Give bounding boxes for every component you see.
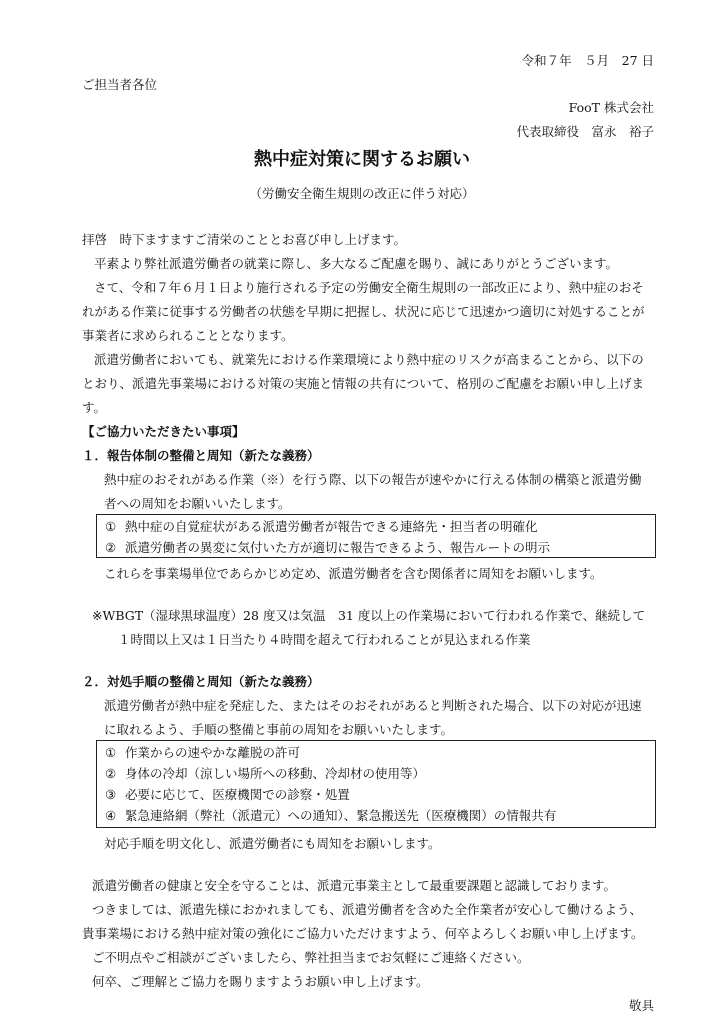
date: 令和７年 ５月 27 日 <box>521 53 654 68</box>
paragraph-line: さて、令和７年６月１日より施行される予定の労働安全衛生規則の一部改正により、熱中症のおそ <box>94 280 644 295</box>
item-text: 熱中症の自覚症状がある派遣労働者が報告できる連絡先・担当者の明確化 <box>125 519 538 534</box>
section2-item-box <box>96 740 656 828</box>
item-text: 身体の冷却（涼しい場所への移動、冷却材の使用等） <box>125 766 426 781</box>
company-name: FooT 株式会社 <box>568 100 654 115</box>
section1-heading: １．報告体制の整備と周知（新たな義務） <box>82 448 320 463</box>
item-text: 派遣労働者の異変に気付いた方が適切に報告できるよう、報告ルートの明示 <box>125 540 551 555</box>
item-number: ① <box>105 519 117 534</box>
sign-off: 敬具 <box>628 998 654 1013</box>
document-subtitle: （労働安全衛生規則の改正に伴う対応） <box>249 186 475 201</box>
section2-after: 対応手順を明文化し、派遣労働者にも周知をお願いします。 <box>104 836 441 851</box>
paragraph-line: 派遣労働者においても、就業先における作業環境により熱中症のリスクが高まることから、以下の <box>94 352 644 367</box>
list-item <box>105 768 425 781</box>
paragraph-line: とおり、派遣先事業場における対策の実施と情報の共有について、格別のご配慮をお願い申し上げま <box>82 376 645 391</box>
closing-line: 何卒、ご理解とご協力を賜りますようお願い申し上げます。 <box>92 974 429 989</box>
item-number: ② <box>105 540 117 555</box>
item-text: 緊急連絡網（弊社（派遣元）への通知）、緊急搬送先（医療機関）の情報共有 <box>125 808 557 823</box>
closing-line: 貴事業場における熱中症対策の強化にご協力いただけますよう、何卒よろしくお願い申し上げます。 <box>82 926 644 941</box>
list-item <box>105 521 538 534</box>
item-number: ④ <box>105 808 117 823</box>
closing-line: ご不明点やご相談がございましたら、弊社担当までお気軽にご連絡ください。 <box>92 950 530 965</box>
item-number: ③ <box>105 787 117 802</box>
item-number: ① <box>105 745 117 760</box>
item-text: 作業からの速やかな離脱の許可 <box>125 745 301 760</box>
closing-line: 派遣労働者の健康と安全を守ることは、派遣元事業主として最重要課題と認識しております。 <box>92 878 617 893</box>
section2-body: に取れるよう、手順の整備と事前の周知をお願いいたします。 <box>104 722 454 737</box>
document-title: 熱中症対策に関するお願い <box>254 149 470 170</box>
list-item <box>105 542 550 555</box>
recipient: ご担当者各位 <box>82 77 158 92</box>
section1-after: これらを事業場単位であらかじめ定め、派遣労働者を含む関係者に周知をお願いします。 <box>104 566 603 581</box>
section1-item-box <box>96 514 656 558</box>
paragraph-line: 平素より弊社派遣労働者の就業に際し、多大なるご配慮を賜り、誠にありがとうございます。 <box>94 256 619 271</box>
list-item <box>105 810 556 823</box>
footnote-line: ※WBGT（湿球黒球温度）28 度又は気温 31 度以上の作業場において行われる作業で、継続して <box>92 608 646 623</box>
closing-line: つきましては、派遣先様におかれましても、派遣労働者を含めた全作業者が安心して働けるよう、 <box>92 902 643 917</box>
item-number: ② <box>105 766 117 781</box>
paragraph-line: れがある作業に従事する労働者の状態を早期に把握し、状況に応じて迅速かつ適切に対処することが <box>82 304 645 319</box>
paragraph-line: 事業者に求められることとなります。 <box>82 328 294 343</box>
list-item <box>105 747 300 760</box>
footnote-line: １時間以上又は１日当たり４時間を超えて行われることが見込まれる作業 <box>118 632 531 647</box>
section1-body: 熱中症のおそれがある作業（※）を行う際、以下の報告が速やかに行える体制の構築と派遣労働 <box>104 472 642 487</box>
section2-body: 派遣労働者が熱中症を発症した、またはそのおそれがあると判断された場合、以下の対応が迅速 <box>104 698 642 713</box>
item-text: 必要に応じて、医療機関での診察・処置 <box>125 787 350 802</box>
section2-heading: ２．対処手順の整備と周知（新たな義務） <box>82 674 320 689</box>
list-item <box>105 789 350 802</box>
paragraph-line: す。 <box>82 400 107 415</box>
greeting-line: 拝啓 時下ますますご清栄のこととお喜び申し上げます。 <box>82 232 407 247</box>
request-heading: 【ご協力いただきたい事項】 <box>82 424 245 439</box>
sender-name: 代表取締役 富永 裕子 <box>516 124 654 139</box>
section1-body: 者への周知をお願いいたします。 <box>104 496 291 511</box>
